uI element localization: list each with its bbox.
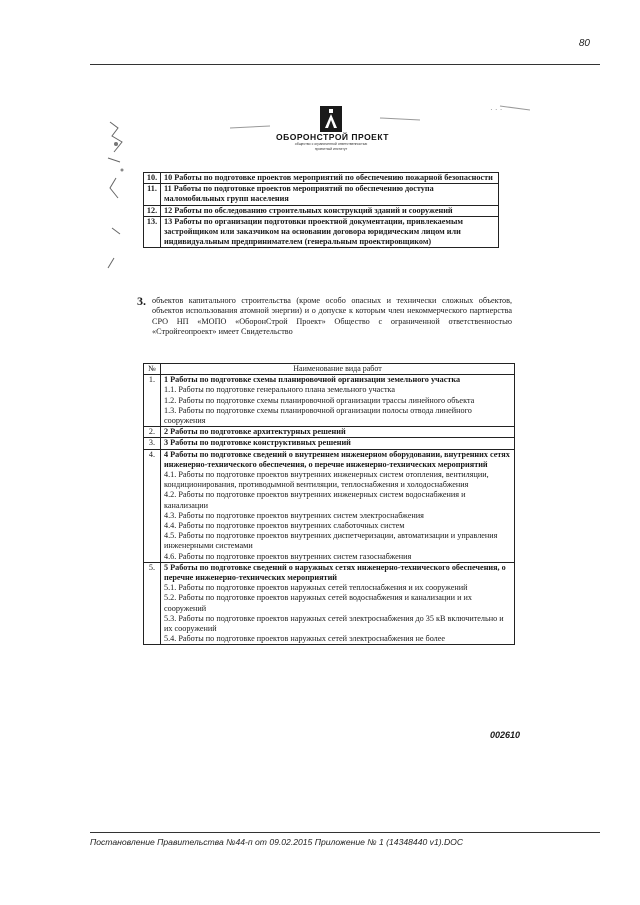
company-logo <box>276 106 389 156</box>
table-row <box>144 562 515 645</box>
table-row <box>144 184 499 205</box>
works-table <box>143 363 515 645</box>
row-item: 4.1. Работы по подготовке проектов внутренних инженерных систем отопления, вентиляции, кондиционирования, противодымной вентиляции, теплоснабжения и холодоснабжения <box>164 470 489 490</box>
row-item: 5.3. Работы по подготовке проектов наружных сетей электроснабжения до 35 кВ включительно и их сооружений <box>164 613 504 634</box>
row-item: 5.4. Работы по подготовке проектов наружных сетей электроснабжения не более <box>164 634 446 644</box>
row-content <box>161 375 515 427</box>
row-item: 1.2. Работы по подготовке схемы планировочной организации трассы линейного объекта <box>164 395 475 405</box>
row-item: 5.1. Работы по подготовке проектов наружных сетей теплоснабжения и их сооружений <box>164 583 468 593</box>
row-item: 4.5. Работы по подготовке проектов внутренних диспетчеризации, автоматизации и управления инженерными системами <box>164 531 498 551</box>
footer-text: Постановление Правительства №44-п от 09.02.2015 Приложение № 1 (14348440 v1).DOC <box>90 837 464 847</box>
row-number: 1. <box>144 375 161 427</box>
row-item: 4.4. Работы по подготовке проектов внутренних слаботочных систем <box>164 521 405 531</box>
row-number: 11. <box>144 184 161 205</box>
row-item: 1.3. Работы по подготовке схемы планировочной организации полосы отвода линейного сооружения <box>164 405 472 426</box>
row-item: 5.2. Работы по подготовке проектов наружных сетей водоснабжения и канализации и их сооружений <box>164 593 473 613</box>
logo-subtitle-1: общество с ограниченной ответственностью <box>294 142 368 146</box>
header-name: Наименование вида работ <box>161 364 515 375</box>
row-text: 12 Работы по обследованию строительных конструкций зданий и сооружений <box>161 205 499 216</box>
row-title: 3 Работы по подготовке конструктивных решений <box>161 438 515 449</box>
table-row <box>144 205 499 216</box>
logo-subtitle-2: проектный институт <box>314 147 348 151</box>
row-title: 4 Работы по подготовке сведений о внутреннем инженерном оборудовании, внутренних сетях инженерно-технического обеспечения, о перечне инженерно-технических мероприятий <box>164 449 510 469</box>
table-row <box>144 438 515 449</box>
table-row <box>144 375 515 427</box>
logo-brand: ОБОРОНСТРОЙ ПРОЕКТ <box>276 132 389 142</box>
row-title: 5 Работы по подготовке сведений о наружных сетях инженерно-технического обеспечения, о перечне инженерно-технических мероприятий <box>164 562 506 583</box>
row-item: 4.2. Работы по подготовке проектов внутренних инженерных систем водоснабжения и канализации <box>164 490 466 510</box>
svg-text:· · ·: · · · <box>490 105 503 114</box>
row-number: 13. <box>144 216 161 248</box>
row-text: 10 Работы по подготовке проектов мероприятий по обеспечению пожарной безопасности <box>161 173 499 184</box>
table-row <box>144 216 499 248</box>
table-row <box>144 449 515 562</box>
scan-artifact-left <box>104 118 132 278</box>
row-number: 10. <box>144 173 161 184</box>
row-title: 2 Работы по подготовке архитектурных решений <box>161 427 515 438</box>
row-number: 12. <box>144 205 161 216</box>
footer-rule <box>90 832 600 833</box>
row-item: 1.1. Работы по подготовке генерального плана земельного участка <box>164 385 396 395</box>
table-row <box>144 173 499 184</box>
row-title: 1 Работы по подготовке схемы планировочной организации земельного участка <box>164 375 461 385</box>
row-item: 4.3. Работы по подготовке проектов внутренних систем электроснабжения <box>164 510 424 520</box>
row-text: 11 Работы по подготовке проектов мероприятий по обеспечению доступа маломобильных групп населения <box>161 184 499 205</box>
header-rule <box>90 64 600 65</box>
page-number: 80 <box>578 38 590 49</box>
table-row <box>144 427 515 438</box>
row-text: 13 Работы по организации подготовки проектной документации, привлекаемым застройщиком или заказчиком на основании договора юридическим лицом или индивидуальным предпринимателем (генеральным проектировщиком) <box>161 216 499 248</box>
scan-noise-icon <box>104 118 132 278</box>
logo-emblem-icon <box>320 106 342 132</box>
row-content <box>161 562 515 645</box>
document-serial-number: 002610 <box>490 730 521 740</box>
row-number: 2. <box>144 427 161 438</box>
works-table-continued <box>143 172 499 248</box>
section-3-paragraph <box>137 294 512 337</box>
row-number: 3. <box>144 438 161 449</box>
row-item: 4.6. Работы по подготовке проектов внутренних систем газоснабжения <box>164 551 412 561</box>
table-header-row <box>144 364 515 375</box>
row-number: 5. <box>144 562 161 645</box>
header-number: № <box>144 364 161 375</box>
section-number: 3. <box>137 294 146 308</box>
row-content <box>161 449 515 562</box>
row-number: 4. <box>144 449 161 562</box>
section-text: объектов капитального строительства (кроме особо опасных и технически сложных объектов, объектов использования атомной энергии) и о допуске к которым член некоммерческого партнерства СРО НП «МОПО «ОборонСтрой Проект» Общество с ограниченной ответственностью «Стройгеопроект» имеет Свидетельство <box>152 296 512 336</box>
